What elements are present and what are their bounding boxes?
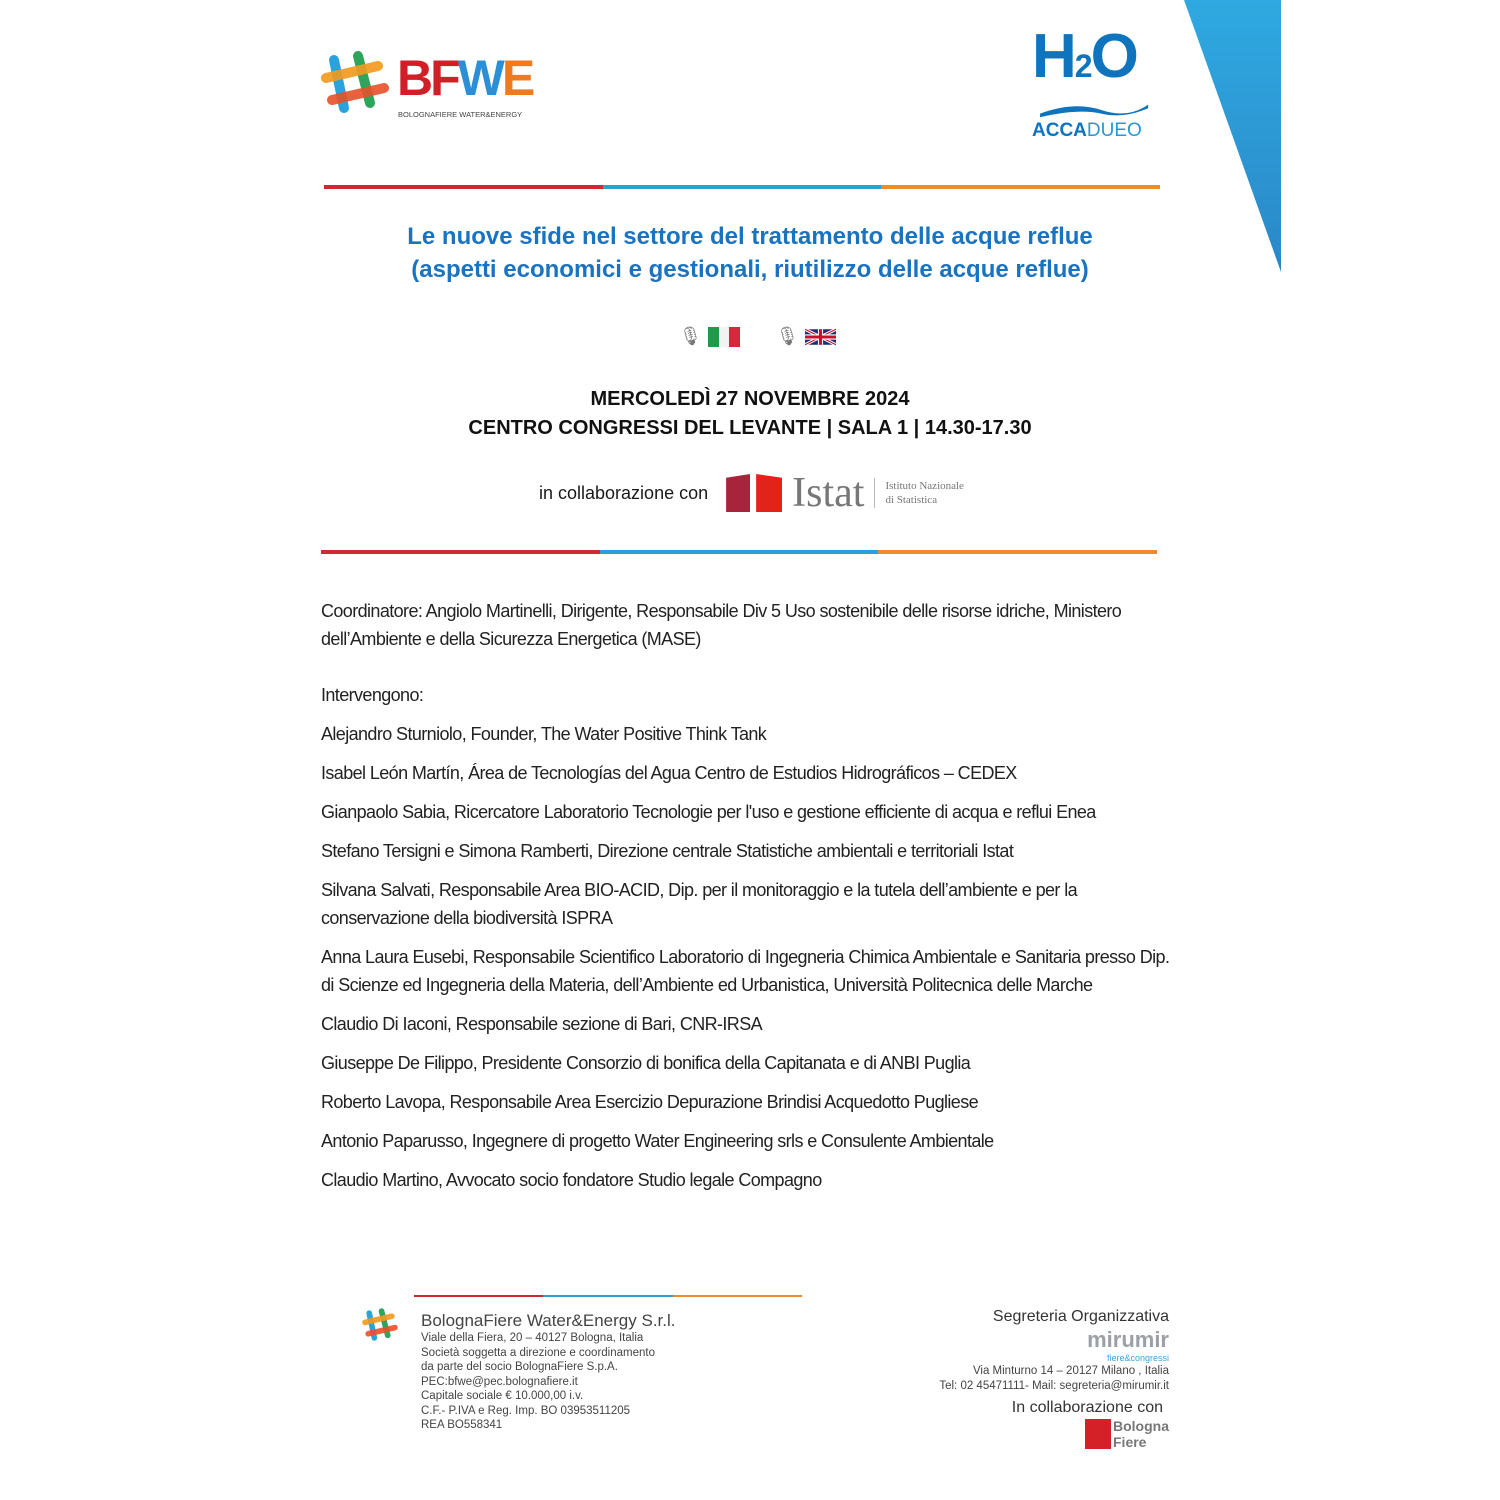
microphone-icon: 🎙 (775, 326, 799, 346)
h2o-logo-text: H2O (1032, 22, 1137, 91)
bolognafiere-logo-icon (1085, 1419, 1111, 1449)
event-details: MERCOLEDÌ 27 NOVEMBRE 2024 CENTRO CONGRESSI DEL LEVANTE | SALA 1 | 14.30-17.30 (468, 388, 1032, 439)
istat-subtitle: Istituto Nazionale di Statistica (885, 480, 964, 506)
speaker: Giuseppe De Filippo, Presidente Consorzio di bonifica della Capitanata e di ANBI Puglia (321, 1053, 971, 1073)
uk-flag-icon (805, 327, 836, 347)
speaker: Claudio Di Iaconi, Responsabile sezione di Bari, CNR-IRSA (321, 1014, 763, 1034)
bfwe-logo-text: BFWE (397, 50, 533, 106)
speaker: Anna Laura Eusebi, Responsabile Scientifico Laboratorio di Ingegneria Chimica Ambientale e Sanitaria presso Dip. di Scienze ed Ingegneria della Materia, dell’Ambiente ed Urbanistica, Università Politecnica delle Marche (321, 947, 1170, 995)
speaker: Claudio Martino, Avvocato socio fondatore Studio legale Compagno (321, 1170, 822, 1190)
program (321, 597, 1171, 1205)
coordinator: Coordinatore: Angiolo Martinelli, Dirigente, Responsabile Div 5 Uso sostenibile delle risorse idriche, Ministero dell’Ambiente e della Sicurezza Energetica (MASE) (321, 601, 1122, 649)
speakers-label: Intervengono: (321, 685, 424, 705)
bfwe-logo (320, 48, 533, 123)
languages (679, 326, 836, 347)
hashtag-logo-icon (320, 48, 390, 118)
wave-icon (1032, 101, 1157, 119)
speaker: Stefano Tersigni e Simona Ramberti, Direzione centrale Statistiche ambientali e territoriali Istat (321, 841, 1014, 861)
event-title: Le nuove sfide nel settore del trattamento delle acque reflue (aspetti economici e gestionali, riutilizzo delle acque reflue) (407, 223, 1093, 283)
speaker: Alejandro Sturniolo, Founder, The Water Positive Think Tank (321, 724, 767, 744)
divider-footer (414, 1295, 802, 1297)
speaker: Gianpaolo Sabia, Ricercatore Laboratorio Tecnologie per l'uso e gestione efficiente di acqua e reflui Enea (321, 802, 1096, 822)
italian-flag-icon (708, 327, 740, 347)
divider-middle (321, 550, 1157, 554)
accadueo-logo: H2O ACCADUEO (1032, 22, 1167, 143)
bfwe-subtitle: BOLOGNAFIERE WATER&ENERGY (398, 110, 523, 119)
bolognafiere-logo: Bologna Fiere (939, 1418, 1169, 1450)
pec-email-link[interactable]: bfwe@pec.bolognafiere.it (447, 1375, 578, 1388)
speaker: Roberto Lavopa, Responsabile Area Esercizio Depurazione Brindisi Acquedotto Pugliese (321, 1092, 979, 1112)
collaboration: in collaborazione con Istat Istituto Nazionale di Statistica (539, 470, 964, 516)
microphone-icon: 🎙 (679, 326, 702, 346)
speaker: Isabel León Martín, Área de Tecnologías del Agua Centro de Estudios Hidrográficos – CEDEX (321, 763, 1017, 783)
footer-secretariat: Segreteria Organizzativa mirumir fiere&congressi Via Minturno 14 – 20127 Milano , Italia Tel: 02 45471111- Mail: segreteria@mirumir.it In collaborazione con Bologna Fiere (939, 1308, 1169, 1450)
mail-link[interactable]: segreteria@mirumir.it (1059, 1379, 1169, 1392)
speaker: Silvana Salvati, Responsabile Area BIO-ACID, Dip. per il monitoraggio e la tutela dell’ambiente e per la conservazione della biodiversità ISPRA (321, 880, 1078, 928)
divider-top (324, 185, 1160, 189)
bfwe-small-logo-icon (362, 1307, 398, 1343)
speaker: Antonio Paparusso, Ingegnere di progetto Water Engineering srls e Consulente Ambientale (321, 1131, 994, 1151)
istat-logo-text: Istat (792, 470, 865, 516)
mirumir-logo: mirumir fiere&congressi (1087, 1327, 1169, 1363)
istat-logo-icon (726, 474, 782, 512)
footer-company-info: BolognaFiere Water&Energy S.r.l. Viale della Fiera, 20 – 40127 Bologna, Italia Società soggetta a direzione e coordinamento da parte del socio BolognaFiere S.p.A. PEC:bfwe@pec.bolognafiere.it Capitale sociale € 10.000,00 i.v. C.F.- P.IVA e Reg. Imp. BO 03953511205 REA BO558341 (421, 1311, 676, 1431)
